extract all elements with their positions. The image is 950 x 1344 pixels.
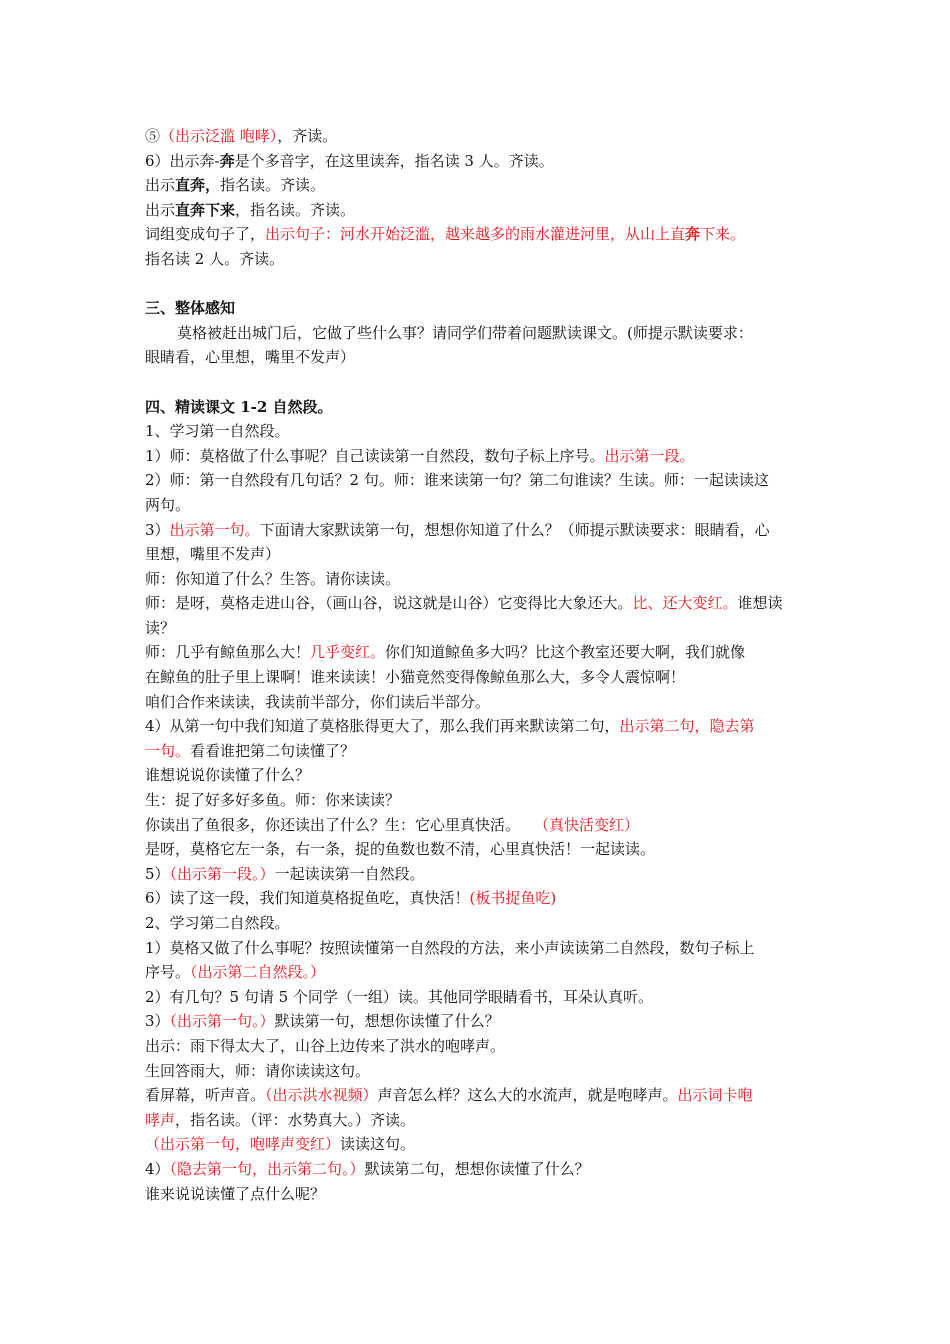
text-segment: 师：是呀，莫格走进山谷，（画山谷，说这就是山谷）它变得比大象还大。 [145,594,633,613]
text-line [145,444,813,469]
text-segment: ，指名读。（评：水势真大。）齐读。 [175,1110,416,1129]
text-line [145,591,813,616]
blank-line [145,272,813,297]
text-segment: 1、学习第一自然段。 [145,422,290,441]
text-line [145,173,813,198]
text-segment: ，指名读。齐读。 [235,200,356,219]
text-segment: 咱们合作来读读，我读前半部分，你们读后半部分。 [145,692,491,711]
text-segment: 2、学习第二自然段。 [145,914,290,932]
bold-text: 直奔， [175,176,221,195]
text-line [145,739,813,764]
text-line [145,1034,813,1059]
text-segment: 两句。 [145,495,191,514]
highlighted-text: （出示第一段。） [169,864,275,883]
text-segment: 4）从第一句中我们知道了莫格胀得更大了，那么我们再来默读第二句， [145,717,620,736]
text-segment: 默读第一句，想想你读懂了什么？ [274,1012,500,1031]
highlighted-text: 哮声 [145,1110,176,1129]
text-segment: 一起读读第一自然段。 [274,864,425,883]
text-line [145,1083,813,1108]
bold-text: 四、精读课文 1-2 自然段。 [145,397,333,416]
highlighted-text: （出示泛滥 咆哮） [160,127,278,145]
text-segment: 出示：雨下得太大了，山谷上边传来了洪水的咆哮声。 [145,1036,506,1055]
text-line [145,395,813,420]
bold-text: 奔 [219,151,235,170]
highlighted-text: 一句。 [145,741,191,760]
text-segment: 出示 [145,176,176,195]
highlighted-text: 奔 [685,225,701,244]
text-line [145,493,813,518]
text-line [145,1108,813,1133]
highlighted-text: （出示洪水视频） [265,1086,378,1105]
text-line [145,468,813,493]
text-line [145,567,813,592]
bold-text: 三、整体感知 [145,299,236,318]
text-line [145,1157,813,1182]
text-segment: 5） [145,864,170,883]
text-segment: 3） [145,520,170,539]
text-segment: 指名读。齐读。 [220,176,326,195]
text-segment: 生：捉了好多好多鱼。师：你来读读？ [145,791,401,810]
text-segment: 3） [145,1012,170,1031]
text-line [145,640,813,665]
text-line [145,542,813,567]
text-line [145,788,813,813]
text-segment: 6）出示奔- [145,151,220,170]
highlighted-text: 比、还大变红。 [632,594,738,613]
text-line [145,936,813,961]
text-line [145,198,813,223]
text-segment: 声音怎么样？这么大的水流声，就是咆哮声。 [377,1086,678,1105]
text-segment: 2）有几句？5 句请 5 个同学（一组）读。其他同学眼睛看书，耳朵认真听。 [145,987,653,1006]
highlighted-text: （隐去第一句，出示第二句。） [169,1159,365,1178]
text-line [145,149,813,174]
highlighted-text: （出示第一句，咆哮声变红） [145,1135,341,1154]
text-segment: 谁来说说读懂了点什么呢？ [145,1184,326,1203]
text-segment: 出示 [145,200,176,219]
text-segment: 是个多音字，在这里读奔，指名读 3 人。齐读。 [234,151,554,170]
text-line [145,837,813,862]
text-segment: ⑤ [145,127,161,145]
highlighted-text: （出示第二自然段。） [190,963,326,982]
text-segment: ，齐读。 [277,127,338,145]
text-line [145,665,813,690]
highlighted-text: 出示句子：河水开始泛滥，越来越多的雨水灌进河里，从山上直 [265,225,686,244]
text-segment: 你们知道鲸鱼多大吗？比这个教室还要大啊，我们就像 [385,643,746,662]
highlighted-text: 出示第一段。 [604,446,695,465]
text-line [145,886,813,911]
highlighted-text: 出示第一句。 [169,520,260,539]
text-line [145,960,813,985]
text-segment: 谁想读 [737,594,783,613]
text-line [145,714,813,739]
text-segment: 生回答雨大，师：请你读读这句。 [145,1061,371,1080]
text-segment: 里想，嘴里不发声） [145,545,281,564]
text-segment: 1）莫格又做了什么事呢？按照读懂第一自然段的方法，来小声读读第二自然段，数句子标上 [145,938,755,957]
text-line [145,124,813,149]
text-segment: 是呀，莫格它左一条，右一条，捉的鱼数也数不清，心里真快活！一起读读。 [145,840,656,859]
text-segment: 读？ [145,618,176,637]
highlighted-text: （真快活变红） [534,815,640,834]
blank-line [145,370,813,395]
text-segment: 4） [145,1159,170,1178]
text-line [145,911,813,936]
text-line [145,247,813,272]
text-line [145,985,813,1010]
text-segment: 谁想说说你读懂了什么？ [145,766,311,785]
text-line [145,1009,813,1034]
highlighted-text: 出示词卡咆 [677,1086,753,1105]
text-segment: 师：你知道了什么？生答。请你读读。 [145,569,401,588]
text-line [145,296,813,321]
text-line [145,419,813,444]
text-segment: 眼睛看，心里想，嘴里不发声） [145,348,356,367]
highlighted-text: 几乎变红。 [310,643,386,662]
highlighted-text: 下来。 [700,225,746,244]
text-line [145,1182,813,1207]
text-segment: 指名读 2 人。齐读。 [145,249,285,268]
text-line [145,518,813,543]
text-segment: 读读这句。 [340,1135,416,1154]
text-segment: 看看谁把第二句读懂了？ [190,741,356,760]
text-line [145,222,813,247]
text-segment: 默读第二句，想想你读懂了什么？ [364,1159,590,1178]
text-line [145,321,813,346]
highlighted-text: (板书捉鱼吃) [469,889,557,908]
text-line [145,1059,813,1084]
lesson-plan-text [145,124,813,1206]
bold-text: 直奔下来 [175,200,236,219]
text-segment: 你读出了鱼很多，你还读出了什么？生：它心里真快活。 [145,815,521,834]
text-segment: 6）读了这一段，我们知道莫格捉鱼吃，真快活！ [145,889,470,908]
text-line [145,616,813,641]
text-segment: 2）师：第一自然段有几句话？2 句。师：谁来读第一句？第二句谁读？生读。师：一起读读这 [145,471,769,490]
text-line [145,862,813,887]
highlighted-text: 出示第二句，隐去第 [619,717,755,736]
text-segment: 师：几乎有鲸鱼那么大！ [145,643,311,662]
text-segment: 1）师：莫格做了什么事呢？自己读读第一自然段，数句子标上序号。 [145,446,605,465]
text-line [145,1132,813,1157]
text-line [145,763,813,788]
text-line [145,345,813,370]
text-segment: 序号。 [145,963,191,982]
text-segment: 莫格被赶出城门后，它做了些什么事？请同学们带着问题默读课文。(师提示默读要求： [177,323,753,342]
text-segment: 看屏幕，听声音。 [145,1086,266,1105]
text-line [145,813,813,838]
highlighted-text: （出示第一句。） [169,1012,275,1031]
text-segment: 词组变成句子了， [145,225,266,244]
text-segment: 下面请大家默读第一句，想想你知道了什么？（师提示默读要求：眼睛看，心 [259,520,770,539]
text-segment: 在鲸鱼的肚子里上课啊！谁来读读！小猫竟然变得像鲸鱼那么大，多令人震惊啊！ [145,668,686,687]
text-line [145,690,813,715]
